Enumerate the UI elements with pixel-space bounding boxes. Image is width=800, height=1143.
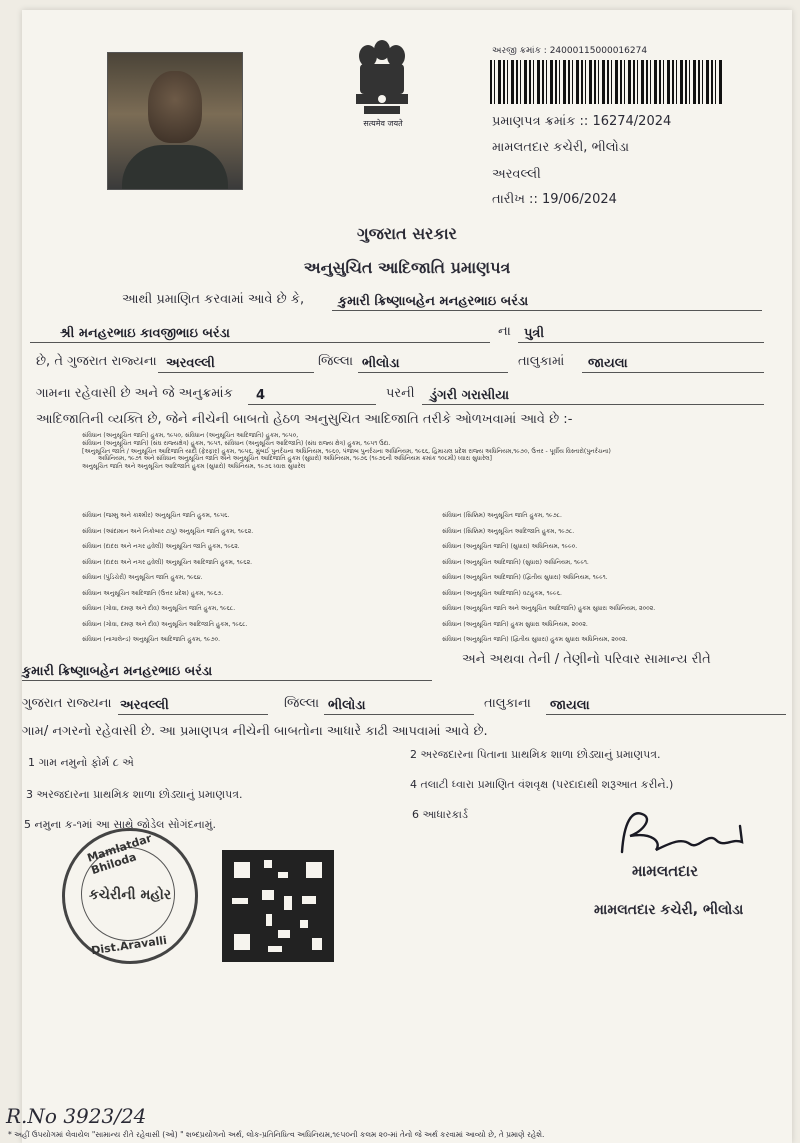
order-line: અનુસૂચિત જાતિ અને અનુસૂચિત આદિજાતિ હુકમ (સુધારો) અધિનિયમ, ૧૯૭૬ ધ્વારા સુધારેલ bbox=[82, 463, 306, 471]
document-item: 4 તલાટી ધ્વારા પ્રમાણિત વંશવૃક્ષ (પરદાદાથી શરૂઆત કરીને.) bbox=[410, 778, 674, 791]
issue-date: તારીખ :: 19/06/2024 bbox=[492, 192, 617, 207]
village-line bbox=[582, 352, 764, 373]
document-item: 1 ગામ નમુનો ફોર્મ ૮ એ bbox=[28, 756, 134, 769]
national-emblem-icon bbox=[342, 32, 422, 132]
certificate-title: અનુસુચિત આદિજાતિ પ્રમાણપત્ર bbox=[303, 258, 511, 277]
issuing-office: મામલતદાર કચેરી, ભીલોડા bbox=[492, 140, 630, 155]
name-line bbox=[332, 290, 762, 311]
family-name-line bbox=[22, 660, 432, 681]
order-item: સંવિધાન (નાગાલેન્ડ) અનુસૂચિત આદિજાતિ હુકમ, ૧૯૭૦. bbox=[82, 636, 221, 643]
che-text: છે, તે ગુજરાત રાજ્યના bbox=[36, 354, 157, 369]
document-item: 5 નમુના ક-૧માં આ સાથે જોડેલ સોગંદનામું. bbox=[24, 818, 216, 831]
order-item: સંવિધાન (અનુસૂચિત જાતિ) (દ્વિતીય સુધારા) હુકમ સુધારા અધિનિયમ, ૨૦૦૨. bbox=[442, 636, 628, 643]
order-item: સંવિધાન (દાદરા અને નગર હવેલી) અનુસૂચિત જાતિ હુકમ, ૧૯૬૨. bbox=[82, 543, 240, 550]
order-item: સંવિધાન અનુસૂચિત આદિજાતિ (ઉત્તર પ્રદેશ) હુકમ, ૧૯૬૭. bbox=[82, 589, 224, 597]
village-fill: જાયલા bbox=[588, 356, 628, 371]
document-item: 2 અરજદારના પિતાના પ્રાથમિક શાળા છોડ્યાનું પ્રમાણપત્ર. bbox=[410, 748, 661, 761]
jilla-label: જિલ્લા bbox=[318, 354, 354, 369]
order-item: સંવિધાન (અનુસૂચિત આદિજાતિ) (દ્વિતીય સુધારા) અધિનિયમ, ૧૯૯૧. bbox=[442, 574, 608, 581]
order-item: સંવિધાન (અનુસૂચિત જાતિ અને અનુસૂચિત આદિજાતિ) હુકમ સુધારા અધિનિયમ, ૨૦૦૨. bbox=[442, 605, 656, 612]
seal-center-text: કચેરીની મહોર bbox=[88, 887, 172, 903]
applicant-name: કુમારી ક્રિષ્ણાબહેન મનહરભાઇ બરંડા bbox=[338, 294, 529, 309]
relation-line bbox=[518, 322, 764, 343]
family-village-line bbox=[546, 694, 786, 715]
family-district-line bbox=[118, 694, 268, 715]
order-item: સંવિધાન (અનુસૂચિત જાતિ) હુકમ સુધારા અધિનિયમ, ૨૦૦૨. bbox=[442, 620, 588, 628]
order-item: સંવિધાન (સિક્કિમ) અનુસૂચિત આદિજાતિ હુકમ, ૧૯૭૮. bbox=[442, 527, 575, 535]
residence-statement: ગામ/ નગરનો રહેવાસી છે. આ પ્રમાણપત્ર નીચેની બાબતોના આધારે કાઢી આપવામાં આવે છે. bbox=[22, 724, 488, 739]
footer-note: * અહીં ઉપયોગમાં લેવાયેલ "સામાન્ય રીતે રહેવાસી (ઓ) " શબ્દપ્રયોગનો અર્થ, લોક-પ્રતિનિધિત્વ અધિનિયમ,૧૯૫૦ની કલમ ૨૦-માં તેનો જે અર્થ કરવામાં આવ્યો છે, તે પ્રમાણે રહેશે. bbox=[8, 1130, 545, 1139]
seal-bottom-text: Dist.Aravalli bbox=[90, 933, 168, 958]
barcode bbox=[490, 60, 722, 104]
serial-line bbox=[248, 384, 376, 405]
gamna-text: ગામના રહેવાસી છે અને જે અનુક્રમાંક bbox=[36, 386, 233, 401]
tribe-line bbox=[422, 384, 764, 405]
district-line bbox=[158, 352, 314, 373]
signatory-office: મામલતદાર કચેરી, ભીલોડા bbox=[594, 902, 744, 918]
order-line: અધિનિયમ, ૧૯૭૧ અને સંવિધાન અનુસૂચિત જાતિ અને અનુસૂચિત આદિજાતિ હુકમ (સુધારો) અધિનિયમ, ૧૯૭૬ (૧૯૭૬ની અધિનિયમ ક્રમાંક ૧૦૮મી) ધ્વારા સુધારેલ] bbox=[98, 455, 492, 463]
certificate-page bbox=[6, 10, 792, 1143]
seal-top-text: Mamlatdar Bhiloda bbox=[85, 831, 154, 878]
district-name: અરવલ્લી bbox=[492, 167, 541, 182]
parni-label: પરની bbox=[386, 386, 415, 401]
family-name: કુમારી ક્રિષ્ણાબહેન મનહરભાઇ બરંડા bbox=[22, 664, 213, 679]
family-village: જાયલા bbox=[550, 698, 590, 713]
na-label: ના bbox=[498, 324, 511, 339]
applicant-photo bbox=[107, 52, 243, 190]
orders-right-column bbox=[442, 508, 782, 648]
order-item: સંવિધાન (ગોવા, દમણ અને દીવ) અનુસૂચિત આદિજાતિ હુકમ, ૧૯૬૮. bbox=[82, 620, 248, 628]
order-line: સંવિધાન (અનુસૂચિત જાતિ) (સંઘ રાજ્યક્ષેત્ર) હુકમ, ૧૯૫૧, સંવિધાન (અનુસૂચિત આદિજાતિ) (સંઘ રાજ્ય ક્ષેત્ર) હુકમ, ૧૯૫૧ ઉદા. bbox=[82, 439, 391, 447]
orders-left-column bbox=[82, 508, 422, 648]
document-item: 3 અરજદારના પ્રાથમિક શાળા છોડ્યાનું પ્રમાણપત્ર. bbox=[26, 788, 243, 801]
taluka-label: તાલુકામાં bbox=[518, 354, 565, 369]
order-item: સંવિધાન (દાદરા અને નગર હવેલી) અનુસૂચિત આદિજાતિ હુકમ, ૧૯૬૨. bbox=[82, 558, 253, 566]
order-item: સંવિધાન (અનુસૂચિત આદિજાતિ) (સુધારા) અધિનિયમ, ૧૯૯૧. bbox=[442, 558, 589, 566]
certificate-number: પ્રમાણપત્ર ક્રમાંક :: 16274/2024 bbox=[492, 114, 672, 129]
order-item: સંવિધાન (અનુસૂચિત જાતિ) (સુધારા) અધિનિયમ, ૧૯૯૦. bbox=[442, 543, 578, 550]
taluka-line bbox=[358, 352, 508, 373]
order-item: સંવિધાન (પુંડિચેરી) અનુસૂચિત જાતિ હુકમ, ૧૯૬૪. bbox=[82, 574, 203, 581]
father-line bbox=[30, 322, 490, 343]
tribe-statement: આદિજાતિની વ્યક્તિ છે, જેને નીચેની બાબતો હેઠળ અનુસુચિત આદિજાતિ તરીકે ઓળખવામાં આવે છે :- bbox=[36, 412, 573, 427]
district-fill: અરવલ્લી bbox=[166, 356, 215, 371]
order-line: [અનુસૂચિત જાતિ / અનુસૂચિત આદિજાતિ યાદી (ફેરફાર) હુકમ, ૧૯૫૬, મુંબઈ પુનર્રચના અધિનિયમ, ૧૯૬૦, પંજાબ પુનર્રચના અધિનિયમ, ૧૯૬૬, હિમાચલ પ્રદેશ રાજ્ય અધિનિયમ,૧૯૭૦, ઉત્તર - પૂર્વીય વિસ્તારો(પુનર્રચના) bbox=[82, 447, 611, 455]
handwritten-register-number: R.No 3923/24 bbox=[6, 1104, 147, 1128]
state-label: ગુજરાત રાજ્યના bbox=[22, 696, 112, 711]
family-taluka: ભીલોડા bbox=[328, 698, 366, 713]
signature bbox=[612, 802, 752, 862]
order-item: સંવિધાન (આંદામાન અને નિકોબાર ટાપુ) અનુસૂચિત જાતિ હુકમ, ૧૯૬૨. bbox=[82, 527, 254, 535]
signatory-title: મામલતદાર bbox=[632, 862, 698, 880]
family-taluka-line bbox=[324, 694, 474, 715]
application-number: અરજી ક્રમાંક : 24000115000016274 bbox=[492, 46, 648, 56]
qr-code bbox=[222, 850, 334, 962]
government-title: ગુજરાત સરકાર bbox=[357, 224, 457, 243]
order-item: સંવિધાન (અનુસૂચિત આદિજાતિ) વટહુકમ, ૧૯૯૬. bbox=[442, 589, 562, 597]
tribe-name: ડુંગરી ગરાસીયા bbox=[430, 388, 510, 403]
document-item: 6 આધારકાર્ડ bbox=[412, 808, 468, 821]
certify-text: આથી પ્રમાણિત કરવામાં આવે છે કે, bbox=[122, 292, 305, 307]
father-name: શ્રી મનહરભાઇ કાવજીભાઇ બરંડા bbox=[60, 326, 230, 341]
taluka-fill: ભીલોડા bbox=[362, 356, 400, 371]
emblem-caption: सत्यमेव जयते bbox=[363, 119, 403, 128]
orders-paragraph bbox=[82, 432, 772, 471]
family-taluka-label: તાલુકાના bbox=[484, 696, 531, 711]
family-jilla-label: જિલ્લા bbox=[284, 696, 320, 711]
family-text: અને અથવા તેની / તેણીનો પરિવાર સામાન્ય રીતે bbox=[462, 652, 711, 667]
family-district: અરવલ્લી bbox=[120, 698, 169, 713]
office-seal bbox=[62, 828, 198, 964]
order-item: સંવિધાન (સિક્કિમ) અનુસૂચિત જાતિ હુકમ, ૧૯૭૮. bbox=[442, 512, 562, 519]
serial-number: 4 bbox=[256, 388, 266, 403]
order-line: સંવિધાન (અનુસૂચિત જાતિ) હુકમ, ૧૯૫૦, સંવિધાન (અનુસૂચિત આદિજાતિ) હુકમ, ૧૯૫૦, bbox=[82, 432, 299, 439]
relation: પુત્રી bbox=[524, 326, 545, 341]
order-item: સંવિધાન (જમ્મુ અને કાશ્મીર) અનુસૂચિત જાતિ હુકમ, ૧૯૫૬. bbox=[82, 512, 230, 519]
order-item: સંવિધાન (ગોવા, દમણ અને દીવ) અનુસૂચિત જાતિ હુકમ, ૧૯૬૮. bbox=[82, 605, 236, 612]
